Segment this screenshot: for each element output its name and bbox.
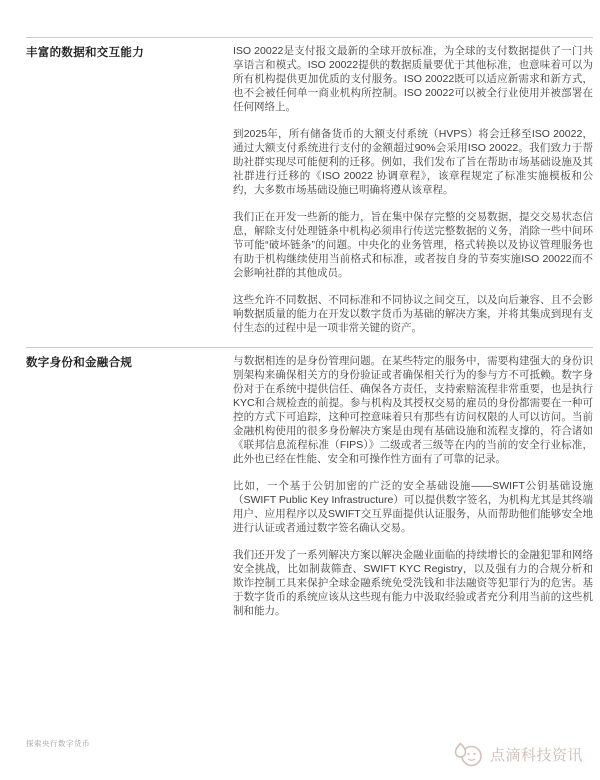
- section-heading-digital-identity: 数字身份和金融合规: [26, 357, 133, 369]
- section-body-column: [233, 354, 593, 618]
- section-heading-rich-data: 丰富的数据和交互能力: [26, 47, 144, 59]
- section-row: [26, 348, 593, 618]
- paragraph: 到2025年，所有储备货币的大额支付系统（HVPS）将会迁移至ISO 20022，通过大额支付系统进行支付的金额超过90%会采用ISO 20022。我们致力于帮助社群实现尽可能便利的迁移。例如，我们发布了旨在帮助市场基础设施及其社群进行迁移的《ISO 20022 协调章程》，该章程规定了标准实施模板和公约，大多数市场基础设施已明确将遵从该章程。: [233, 128, 593, 196]
- paragraph: 这些允许不同数据、不同标准和不同协议之间交互，以及向后兼容、且不会影响数据质量的能力在开发以数字货币为基础的解决方案，并将其集成到现有支付生态的过程中是一项非常关键的资产。: [233, 294, 593, 334]
- section-digital-identity: [26, 347, 593, 618]
- droplet-face-icon: [452, 741, 485, 767]
- paragraph: 与数据相连的是身份管理问题。在某些特定的服务中，需要构建强大的身份识别架构来确保相关方的身份验证或者确保相关行为的参与方不可抵赖。数字身份对于在系统中提供信任、确保各方责任，支持索赔流程非常重要，也是执行KYC和合规检查的前提。参与机构及其授权交易的雇员的身份都需要在一种可控的方式下可追踪，这种可控意味着只有那些有访问权限的人可以访问。当前金融机构使用的很多身份解决方案是由现有基础设施和流程支撑的，符合诸如《联邦信息流程标准（FIPS）》二级或者三级等在内的当前的安全行业标准，此外也已经在性能、安全和可操作性方面有了可靠的记录。: [233, 355, 593, 465]
- section-row: [26, 38, 593, 335]
- paragraph: 我们正在开发一些新的能力，旨在集中保存完整的交易数据，提交交易状态信息，解除支付处理链条中机构必须串行传送完整数据的义务，消除一些中间环节可能“破坏链条”的问题。中央化的业务管理，格式转换以及协议管理服务也有助于机构继续使用当前格式和标准，或者按自身的节奏实施ISO 20022而不会影响社群的其他成员。: [233, 211, 593, 279]
- section-label-column: [26, 354, 233, 370]
- paragraph: 我们还开发了一系列解决方案以解决金融业面临的持续增长的金融犯罪和网络安全挑战，比如制裁筛查、SWIFT KYC Registry，以及强有力的合规分析和欺诈控制工具来保护全球金融系统免受洗钱和非法融资等犯罪行为的危害。基于数字货币的系统应该从这些现有能力中汲取经验或者充分利用当前的这些机制和能力。: [233, 549, 593, 617]
- paragraph: 比如，一个基于公钥加密的广泛的安全基础设施——SWIFT公钥基础设施（SWIFT Public Key Infrastructure）可以提供数字签名，为机构尤其是其终端用户、应用程序以及SWIFT交互界面提供认证服务，从而帮助他们能够安全地进行认证或者通过数字签名确认交易。: [233, 480, 593, 534]
- section-body-column: [233, 44, 593, 335]
- section-rich-data: [26, 37, 593, 335]
- footer-page-caption: 探索央行数字货币: [26, 739, 90, 748]
- brand-name-text: 点滴科技资讯: [489, 746, 583, 764]
- section-label-column: [26, 44, 233, 60]
- paragraph: ISO 20022是支付报文最新的全球开放标准，为全球的支付数据提供了一门共享语言和模式。ISO 20022提供的数据质量要优于其他标准，也意味着可以为所有机构提供更加优质的支付服务。ISO 20022既可以适应新需求和新方式，也不会被任何单一商业机构所控制。ISO 20022可以被全行业使用并被部署在任何网络上。: [233, 45, 593, 113]
- brand-watermark: [452, 741, 583, 767]
